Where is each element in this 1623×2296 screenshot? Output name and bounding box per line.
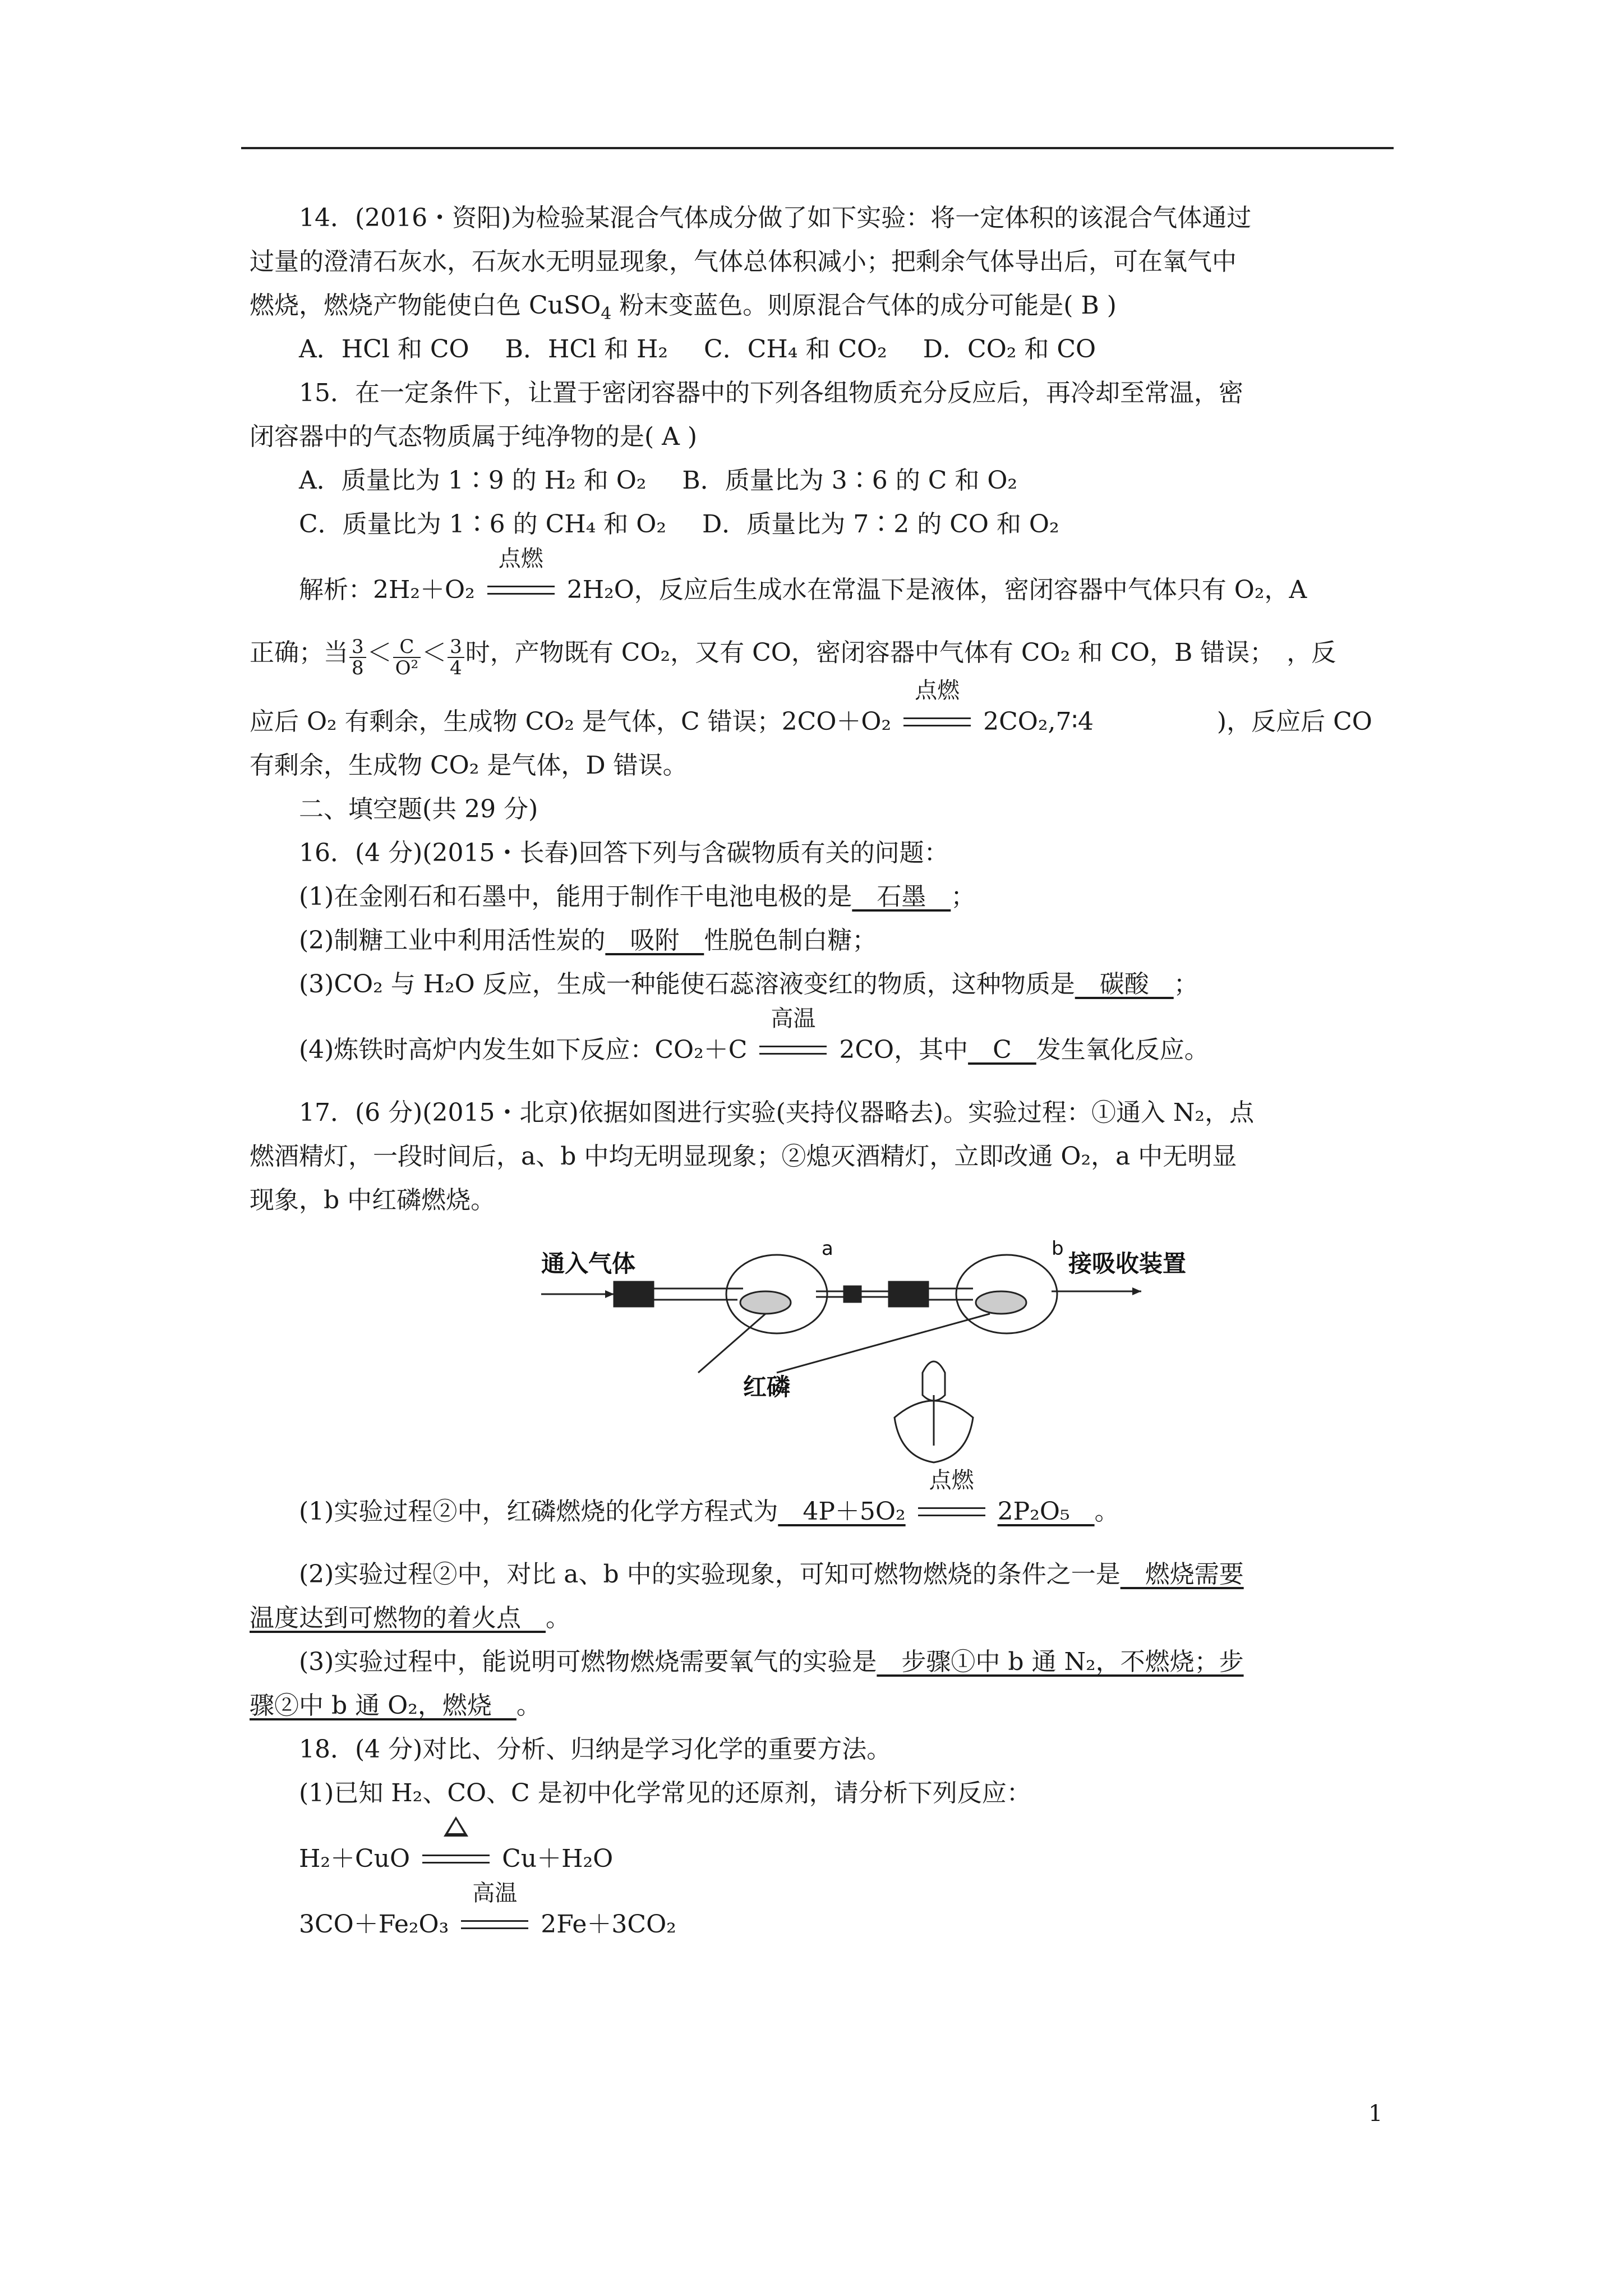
- q15-option-a: A．质量比为 1∶9 的 H₂ 和 O₂: [299, 466, 647, 495]
- q14-option-c: C．CH₄ 和 CO₂: [704, 335, 887, 364]
- q15-analysis-3: 应后 O₂ 有剩余，生成物 CO₂ 是气体，C 错误；2CO＋O₂ 点燃 2CO₂,7∶4 )，反应后 CO: [250, 678, 1372, 736]
- figure-label-b: b: [1052, 1237, 1064, 1260]
- figure-label-gas-in: 通入气体: [541, 1250, 636, 1277]
- answer-blank: C: [968, 1036, 1036, 1064]
- answer-blank: 步骤①中 b 通 N₂，不燃烧；步: [877, 1648, 1244, 1676]
- reaction-condition: 点燃: [898, 697, 976, 733]
- q16-sub-1: (1)在金刚石和石墨中，能用于制作干电池电极的是 石墨 ；: [299, 882, 976, 911]
- q14-option-d: D．CO₂ 和 CO: [923, 335, 1096, 364]
- answer-blank: 碳酸: [1075, 970, 1174, 999]
- q18-equation-1: H₂＋CuO Cu＋H₂O: [250, 1834, 1388, 1881]
- figure-label-a: a: [822, 1237, 833, 1260]
- answer-blank: 吸附: [605, 926, 704, 955]
- fraction: $\frac{3}{4}$: [448, 637, 464, 678]
- q14-option-b: B．HCl 和 H₂: [505, 335, 668, 364]
- q14-line-2: 过量的澄清石灰水，石灰水无明显现象，气体总体积减小；把剩余气体导出后，可在氧气中: [250, 247, 1237, 276]
- answer-blank: 2P₂O₅: [997, 1497, 1095, 1526]
- q17-line-1: 17．(6 分)(2015・北京)依据如图进行实验(夹持仪器略去)。实验过程：①通入 N₂，点: [299, 1098, 1255, 1127]
- header-rule: [241, 147, 1394, 149]
- q15-option-c: C．质量比为 1∶6 的 CH₄ 和 O₂: [299, 510, 666, 539]
- q15-options-ab: [250, 459, 1388, 503]
- page-number: 1: [1368, 2101, 1383, 2127]
- page-content: [250, 196, 1388, 1947]
- fraction: $\frac{C}{\text{O²}}$: [393, 637, 421, 678]
- figure-label-red-phosphorus: 红磷: [743, 1373, 791, 1401]
- q17-sub-1: (1)实验过程②中，红磷燃烧的化学方程式为 4P＋5O₂ 点燃 2P₂O₅ 。: [299, 1467, 1119, 1526]
- q15-option-b: B．质量比为 3∶6 的 C 和 O₂: [682, 466, 1018, 495]
- q14-option-a: A．HCl 和 CO: [299, 335, 469, 364]
- q15-analysis-1: 解析：2H₂＋O₂ 点燃 2H₂O，反应后生成水在常温下是液体，密闭容器中气体只有 O₂，A: [299, 546, 1307, 604]
- q17-sub-2-cont: 温度达到可燃物的着火点 。: [250, 1604, 570, 1632]
- q18-equation-2: 3CO＋Fe₂O₃ 高温 2Fe＋3CO₂: [299, 1880, 676, 1939]
- reaction-condition: 点燃: [912, 1487, 991, 1523]
- experiment-apparatus-figure: [530, 1232, 1187, 1468]
- heat-triangle-icon: [444, 1816, 468, 1837]
- reaction-condition: 高温: [455, 1900, 534, 1936]
- q15-line-1: 15．在一定条件下，让置于密闭容器中的下列各组物质充分反应后，再冷却至常温，密: [299, 379, 1243, 407]
- section-heading: 二、填空题(共 29 分): [299, 795, 538, 823]
- q17-sub-3-cont: 骤②中 b 通 O₂，燃烧 。: [250, 1691, 541, 1720]
- q18-sub-1: (1)已知 H₂、CO、C 是初中化学常见的还原剂，请分析下列反应：: [299, 1779, 1031, 1807]
- answer-blank: 骤②中 b 通 O₂，燃烧: [250, 1691, 517, 1720]
- q15-line-2: 闭容器中的气态物质属于纯净物的是( A ): [250, 422, 698, 451]
- answer-blank: 燃烧需要: [1120, 1560, 1244, 1589]
- q14-options: [250, 328, 1388, 371]
- q15-options-cd: [250, 503, 1388, 546]
- q17-line-2: 燃酒精灯，一段时间后，a、b 中均无明显现象；②熄灭酒精灯，立即改通 O₂，a 中无明显: [250, 1142, 1237, 1171]
- q17-sub-3: (3)实验过程中，能说明可燃物燃烧需要氧气的实验是 步骤①中 b 通 N₂，不燃烧；步: [299, 1648, 1244, 1676]
- reaction-condition: 高温: [754, 1025, 832, 1061]
- q17-line-3: 现象，b 中红磷燃烧。: [250, 1186, 496, 1214]
- answer-blank: 4P＋5O₂: [778, 1497, 906, 1526]
- reaction-condition: 点燃: [482, 565, 560, 601]
- q17-sub-2: (2)实验过程②中，对比 a、b 中的实验现象，可知可燃物燃烧的条件之一是 燃烧需要: [299, 1560, 1244, 1589]
- q16-sub-2: (2)制糖工业中利用活性炭的 吸附 性脱色制白糖；: [299, 926, 877, 955]
- reaction-condition: [417, 1834, 495, 1870]
- q16-head: 16．(4 分)(2015・长春)回答下列与含碳物质有关的问题：: [299, 839, 949, 867]
- q16-sub-4: (4)炼铁时高炉内发生如下反应：CO₂＋C 高温 2CO，其中 C 发生氧化反应。: [299, 1006, 1209, 1064]
- answer-blank: 石墨: [852, 882, 951, 911]
- answer-blank: 温度达到可燃物的着火点: [250, 1604, 546, 1632]
- q15-option-d: D．质量比为 7∶2 的 CO 和 O₂: [702, 510, 1059, 539]
- q14-line-1: 14．(2016・资阳)为检验某混合气体成分做了如下实验：将一定体积的该混合气体通过: [299, 204, 1252, 232]
- q18-head: 18．(4 分)对比、分析、归纳是学习化学的重要方法。: [299, 1735, 892, 1764]
- q14-line-3: 燃烧，燃烧产物能使白色 CuSO$_4$ 粉末变蓝色。则原混合气体的成分可能是( B ): [250, 291, 1117, 324]
- fraction: $\frac{3}{8}$: [349, 637, 366, 678]
- figure-label-absorber: 接吸收装置: [1068, 1250, 1187, 1277]
- q16-sub-3: (3)CO₂ 与 H₂O 反应，生成一种能使石蕊溶液变红的物质，这种物质是 碳酸 ；: [299, 970, 1198, 999]
- q15-analysis-2: 正确；当 $\frac{3}{8}$ ＜ $\frac{C}{\text{O²}}$ ＜ $\frac{3}{4}$ 时，产物既有 CO₂，又有 CO，密闭容器中气体有 CO₂ 和 CO，B 错误； ，反: [250, 636, 1336, 679]
- q15-analysis-4: 有剩余，生成物 CO₂ 是气体，D 错误。: [250, 751, 688, 780]
